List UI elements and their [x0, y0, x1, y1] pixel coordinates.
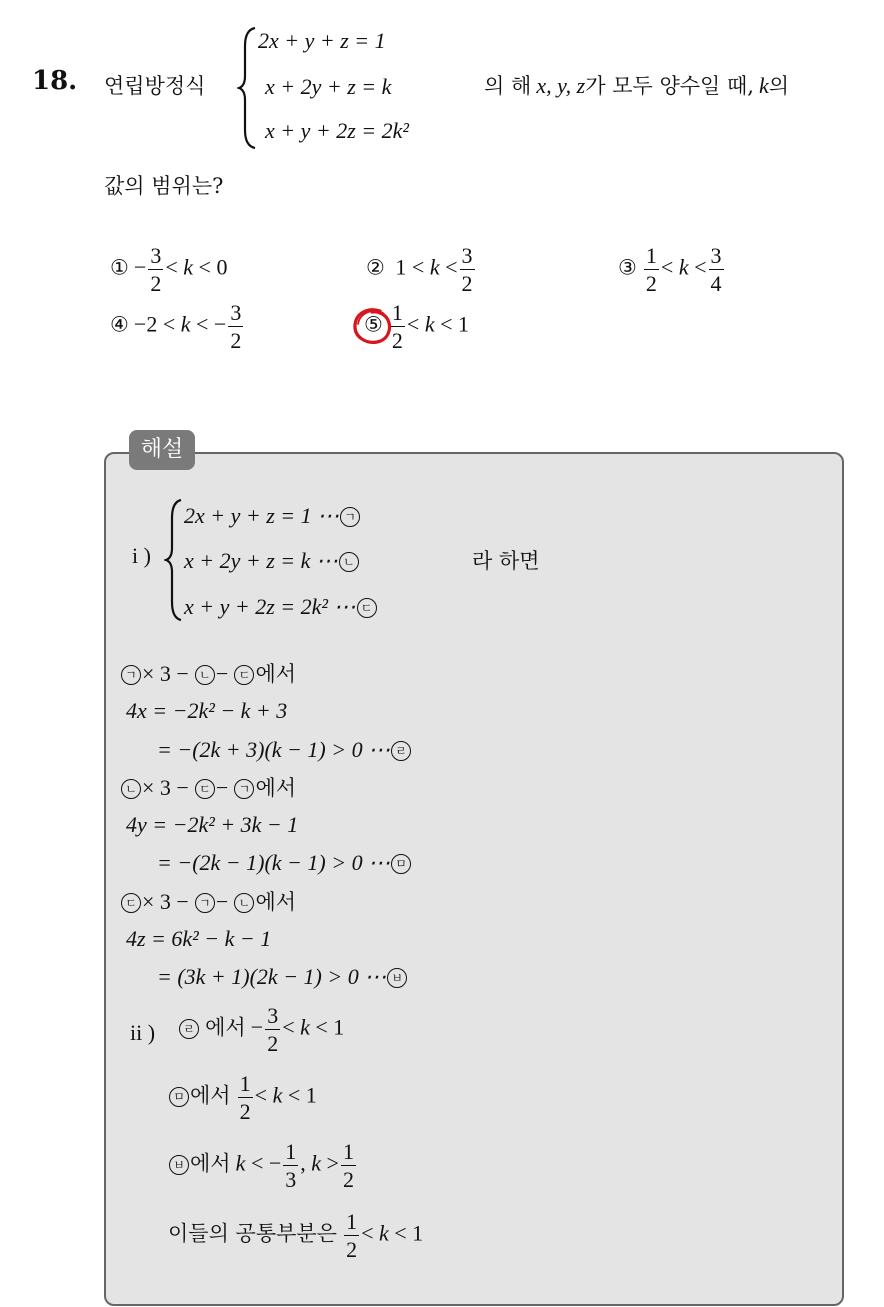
- condition-vars: x, y, z: [536, 73, 586, 98]
- z-line2-text: = (3k + 1)(2k − 1) > 0 ⋯: [157, 964, 387, 989]
- frac: $\frac{1}{2}$: [645, 243, 657, 296]
- marker-mieum: ㅁ: [391, 854, 411, 874]
- frac: $\frac{3}{2}$: [150, 243, 162, 296]
- condition-mid: 가 모두 양수일 때,: [585, 74, 754, 98]
- step1-label: i ): [132, 543, 151, 568]
- op-times3: × 3 −: [142, 661, 189, 686]
- choice-2-marker: ②: [366, 255, 385, 280]
- marker-digeut: ㄷ: [234, 665, 254, 685]
- x-line1: 4x = −2k² − k + 3: [126, 698, 288, 723]
- frac: $\frac{1}{2}$: [391, 300, 403, 353]
- choice-5-marker: ⑤: [364, 312, 383, 337]
- y-line2-text: = −(2k − 1)(k − 1) > 0 ⋯: [157, 850, 391, 875]
- marker-bieup: ㅂ: [387, 968, 407, 988]
- eseo-text: 에서: [190, 1083, 231, 1108]
- problem-line2: 값의 범위는?: [104, 174, 224, 198]
- condition-k: k: [759, 73, 769, 98]
- op-minus: −: [215, 661, 229, 686]
- equation-1: 2x + y + z = 1: [258, 28, 386, 53]
- marker-giyeok: ㄱ: [121, 665, 141, 685]
- marker-nieun: ㄴ: [339, 552, 359, 572]
- marker-digeut: ㄷ: [121, 893, 141, 913]
- choice-4-marker: ④: [110, 312, 129, 337]
- op-minus: −: [215, 775, 229, 800]
- step1-suffix: 라 하면: [472, 549, 540, 573]
- eseo-text: 에서: [255, 776, 297, 800]
- equation-2: x + 2y + z = k: [265, 74, 392, 99]
- choice-3[interactable]: ③ $\frac{1}{2}$ < k < $\frac{3}{4}$: [618, 243, 722, 296]
- marker-rieul: ㄹ: [179, 1019, 199, 1039]
- condition-post: 의: [768, 74, 790, 98]
- solution-eq1: [184, 503, 361, 529]
- eseo-text: 에서: [255, 662, 297, 686]
- choice-1[interactable]: ① − $\frac{3}{2}$ < k < 0: [110, 243, 228, 296]
- frac: $\frac{3}{2}$: [230, 300, 242, 353]
- op-minus: −: [215, 889, 229, 914]
- range-3: ㅂ 에서 k < − $\frac{1}{3}$ , k > $\frac{1}{2}$: [168, 1141, 358, 1191]
- eseo-text: 에서: [255, 890, 297, 914]
- choice-3-marker: ③: [618, 255, 637, 280]
- marker-nieun: ㄴ: [195, 665, 215, 685]
- eseo-text: 에서: [190, 1151, 231, 1176]
- frac: $\frac{3}{2}$: [461, 243, 473, 296]
- problem-number: 18.: [32, 66, 78, 96]
- solution-eq3-text: x + y + 2z = 2k² ⋯: [184, 594, 356, 619]
- marker-nieun: ㄴ: [234, 893, 254, 913]
- solution-eq1-text: 2x + y + z = 1 ⋯: [184, 503, 340, 528]
- marker-digeut: ㄷ: [357, 598, 377, 618]
- x-derivation: [120, 658, 296, 688]
- choice-2[interactable]: ② 1 < k < $\frac{3}{2}$: [366, 243, 473, 296]
- frac: $\frac{3}{4}$: [710, 243, 722, 296]
- z-line2: [157, 964, 408, 990]
- problem-condition: [484, 70, 789, 100]
- marker-digeut: ㄷ: [195, 779, 215, 799]
- x-line2-text: = −(2k + 3)(k − 1) > 0 ⋯: [157, 737, 391, 762]
- frac: $\frac{3}{2}$: [267, 1003, 279, 1056]
- z-derivation: [120, 886, 296, 916]
- solution-eq2: [184, 548, 360, 574]
- op-times3: × 3 −: [142, 775, 189, 800]
- op-times3: × 3 −: [142, 889, 189, 914]
- frac: $\frac{1}{2}$: [346, 1209, 358, 1262]
- y-line1: 4y = −2k² + 3k − 1: [126, 812, 299, 837]
- solution-brace: [164, 498, 184, 622]
- eseo-text: 에서: [205, 1015, 246, 1040]
- frac: $\frac{1}{2}$: [342, 1139, 354, 1192]
- answer-mark-circle: [350, 305, 396, 347]
- solution-tag: 해설: [129, 430, 195, 470]
- marker-giyeok: ㄱ: [340, 507, 360, 527]
- solution-eq2-text: x + 2y + z = k ⋯: [184, 548, 338, 573]
- marker-nieun: ㄴ: [121, 779, 141, 799]
- solution-eq3: [184, 594, 378, 620]
- choice-5[interactable]: ⑤ $\frac{1}{2}$ < k < 1: [364, 300, 470, 353]
- common-range: 이들의 공통부분은 $\frac{1}{2}$ < k < 1: [168, 1209, 424, 1262]
- equation-3: x + y + 2z = 2k²: [265, 118, 409, 143]
- x-line2: [157, 737, 412, 763]
- condition-pre: 의 해: [484, 74, 532, 98]
- z-line1: 4z = 6k² − k − 1: [126, 926, 272, 951]
- range-1: ㄹ 에서 − $\frac{3}{2}$ < k < 1: [178, 1005, 344, 1055]
- y-derivation: [120, 772, 296, 802]
- step2-label: ii ): [130, 1020, 156, 1045]
- problem-label: 연립방정식: [104, 74, 206, 98]
- y-line2: [157, 850, 412, 876]
- marker-bieup: ㅂ: [169, 1155, 189, 1175]
- range-2: ㅁ 에서 $\frac{1}{2}$ < k < 1: [168, 1073, 317, 1123]
- system-brace: [237, 26, 259, 150]
- marker-giyeok: ㄱ: [234, 779, 254, 799]
- marker-giyeok: ㄱ: [195, 893, 215, 913]
- frac: $\frac{1}{2}$: [239, 1071, 251, 1124]
- marker-mieum: ㅁ: [169, 1087, 189, 1107]
- choice-1-marker: ①: [110, 255, 129, 280]
- common-text: 이들의 공통부분은: [168, 1221, 337, 1246]
- marker-rieul: ㄹ: [391, 741, 411, 761]
- choice-4[interactable]: ④ −2 < k < − $\frac{3}{2}$: [110, 300, 242, 353]
- frac: $\frac{1}{3}$: [285, 1139, 297, 1192]
